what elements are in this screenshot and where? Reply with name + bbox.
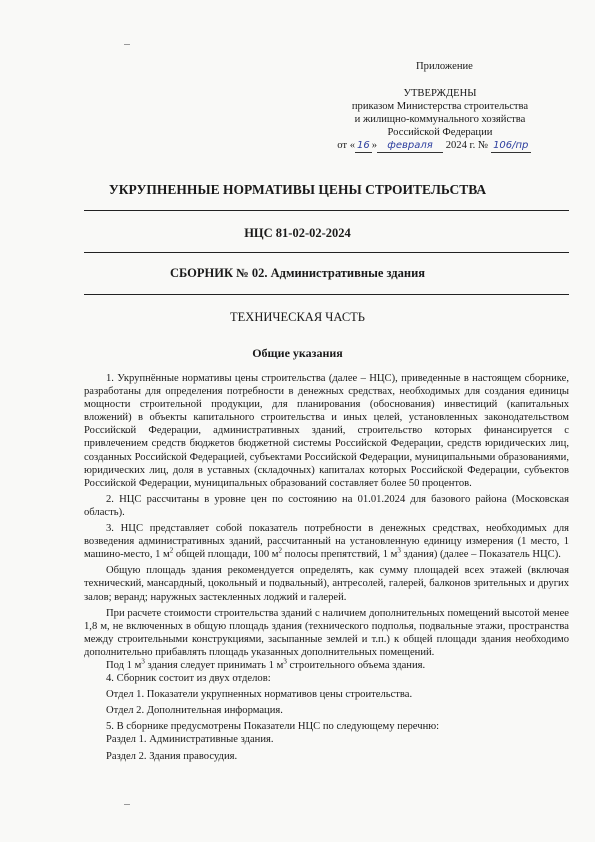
day-close: »: [371, 140, 378, 151]
order-number: 106/пр: [491, 139, 531, 153]
paragraph-8: Отдел 1. Показатели укрупненных нормативов цены строительства.: [106, 689, 413, 701]
paragraph-9: Отдел 2. Дополнительная информация.: [106, 705, 283, 717]
approval-line-1: приказом Министерства строительства: [351, 101, 529, 112]
paragraph-7: 4. Сборник состоит из двух отделов:: [106, 673, 271, 685]
paragraph-5: При расчете стоимости строительства зданий с наличием дополнительных помещений высотой менее 1,8 м, не включенных в общую площадь здания (технического подполья, подвальные этажи, пространства между строительными конструкциями, засыпанные землей и т.п.) к общей площади здания необходимо дополнительно прибавлять площадь указанных дополнительных помещений.: [84, 607, 569, 658]
approval-line-2: и жилищно-коммунального хозяйства: [354, 114, 526, 125]
order-month: февраля: [377, 139, 443, 153]
paragraph-11: Раздел 1. Административные здания.: [106, 734, 274, 746]
paragraph-3: 3. НЦС представляет собой показатель потребности в денежных средствах, необходимых для возведения административных зданий, рассчитанный на установленную единицу измерения (1 место, 1 машино-место, 1 $м^2$ общей площади, 100 $м^2$ полосы препятствий, 1 $м^3$ здания) (далее – Показатель НЦС).: [84, 523, 569, 561]
approval-block: [300, 60, 580, 153]
divider: [84, 252, 569, 253]
divider: [84, 210, 569, 211]
scan-mark: [124, 44, 130, 45]
approval-line-3: Российской Федерации: [387, 127, 493, 138]
body-text: [84, 372, 569, 763]
subsection-heading: Общие указания: [252, 346, 343, 360]
paragraph-4: Общую площадь здания рекомендуется определять, как сумму площадей всех этажей (включая технический, мансардный, цокольный и подвальный), антресолей, галерей, балконов зрительных и других залов; веранд; наружных застекленных лоджий и галерей.: [84, 565, 569, 603]
appendix-label: Приложение: [416, 61, 473, 72]
collection-heading: СБОРНИК № 02. Административные здания: [169, 266, 426, 280]
code-heading: НЦС 81-02-02-2024: [244, 226, 351, 240]
paragraph-2: 2. НЦС рассчитаны в уровне цен по состоянию на 01.01.2024 для базового района (Московская область).: [84, 493, 569, 518]
section-heading: ТЕХНИЧЕСКАЯ ЧАСТЬ: [230, 310, 365, 324]
paragraph-6: Под 1 $м^3$ здания следует принимать 1 $м^3$ строительного объема здания.: [106, 657, 426, 671]
paragraph-10: 5. В сборнике предусмотрены Показатели НЦС по следующему перечню:: [106, 721, 440, 733]
scan-mark: [124, 804, 130, 805]
paragraph-1: 1. Укрупнённые нормативы цены строительства (далее – НЦС), приведенные в настоящем сборнике, разработаны для определения потребности в денежных средствах, необходимых для создания единицы мощности строительной продукции, для планирования (обоснования) инвестиций (капитальных вложений) в объекты капитального строительства и иных целей, установленных законодательством Российской Федерации, административных зданий, строительство которых финансируется с привлечением средств бюджетов бюджетной системы Российской Федерации, средств юридических лиц, созданных Российской Федерацией, субъектами Российской Федерации, муниципальными образованиями, юридических лиц, доля в уставных (складочных) капиталах которых Российской Федерации, субъектов Российской Федерации, муниципальных образований составляет более 50 процентов.: [84, 373, 569, 489]
approved-label: УТВЕРЖДЕНЫ: [403, 88, 477, 99]
order-date-line: [294, 139, 574, 153]
order-year: 2024 г. №: [445, 140, 489, 151]
paragraph-12: Раздел 2. Здания правосудия.: [106, 750, 238, 762]
divider: [84, 294, 569, 295]
order-day: 16: [357, 140, 370, 151]
main-heading: УКРУПНЕННЫЕ НОРМАТИВЫ ЦЕНЫ СТРОИТЕЛЬСТВА: [108, 182, 487, 197]
from-prefix: от «: [337, 140, 355, 151]
